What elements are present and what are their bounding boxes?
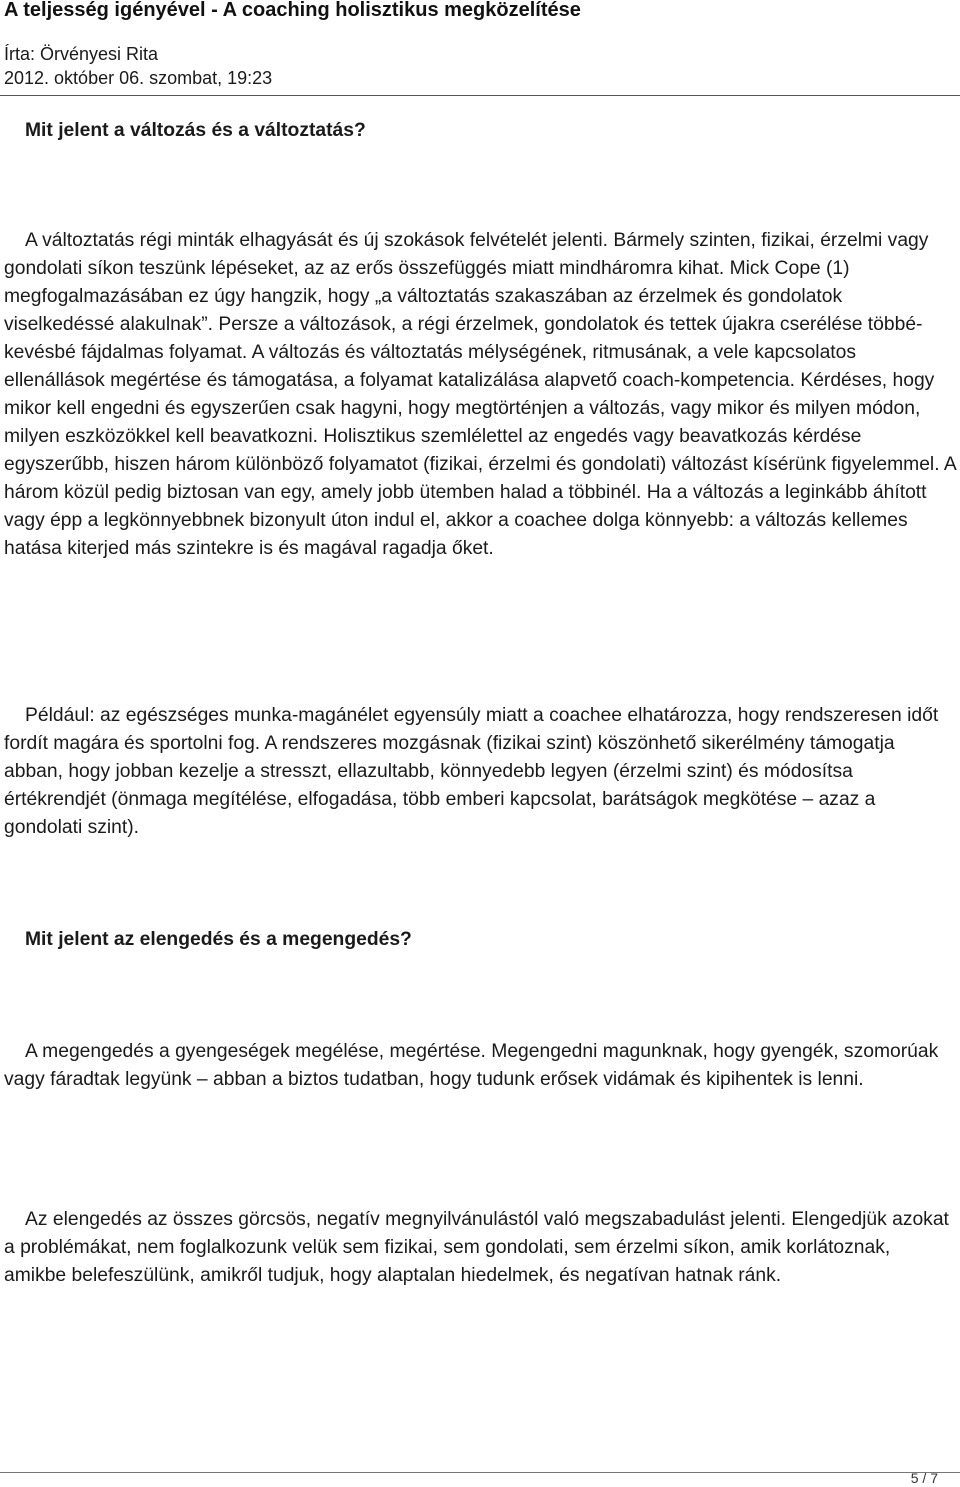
paragraph-example: Például: az egészséges munka-magánélet egyensúly miatt a coachee elhatározza, hogy rendszeresen időt fordít magára és sportolni fog. A rendszeres mozgásnak (fizikai szint) köszönhető sikerélmény támogatja abban, hogy jobban kezelje a stresszt, ellazultabb, könnyedebb legyen (érzelmi szint) és módosítsa értékrendjét (önmaga megítélése, elfogadása, több emberi kapcsolat, barátságok megkötése – azaz a gondolati szint). (4, 705, 939, 838)
paragraph-change-definition: A változtatás régi minták elhagyását és új szokások felvételét jelenti. Bármely szinten, fizikai, érzelmi vagy gondolati síkon teszünk lépéseket, az az erős összefüggés miatt mindháromra kihat. Mick Cope (1) megfogalmazásában ez úgy hangzik, hogy „a változtatás szakaszában az érzelmek és gondolatok viselkedéssé alakulnak”. Persze a változások, a régi érzelmek, gondolatok és tettek újakra cserélése többé-kevésbé fájdalmas folyamat. A változás és változtatás mélységének, ritmusának, a vele kapcsolatos ellenállások megértése és támogatása, a folyamat katalizálása alapvető coach-kompetencia. Kérdéses, hogy mikor kell engedni és egyszerűen csak hagyni, hogy megtörténjen a változás, vagy mikor és milyen módon, milyen eszközökkel kell beavatkozni. Holisztikus szemlélettel az engedés vagy beavatkozás kérdése egyszerűbb, hiszen három különböző folyamatot (fizikai, érzelmi és gondolati) változást kísérünk figyelemmel. A három közül pedig biztosan van egy, amely jobb ütemben halad a többinél. Ha a változás a leginkább áhított vagy épp a legkönnyebbnek bizonyult úton indul el, akkor a coachee dolga könnyebb: a változás kellemes hatása kiterjed más szintekre is és magával ragadja őket. (4, 230, 956, 559)
section-heading-change: Mit jelent a változás és a változtatás? (25, 120, 366, 141)
paragraph-letting-go: Az elengedés az összes görcsös, negatív megnyilvánulástól való megszabadulást jelenti. Elengedjük azokat a problémákat, nem foglalkozunk velük sem fizikai, sem gondolati, sem érzelmi síkon, amik korlátoznak, amikbe belefeszülünk, amikről tudjuk, hogy alaptalan hiedelmek, és negatívan hatnak ránk. (4, 1209, 949, 1286)
header-divider (0, 95, 960, 96)
document-title: A teljesség igényével - A coaching holisztikus megközelítése (4, 0, 581, 21)
publish-date: 2012. október 06. szombat, 19:23 (4, 68, 273, 88)
author-line: Írta: Örvényesi Rita (4, 44, 159, 64)
paragraph-permission: A megengedés a gyengeségek megélése, megértése. Megengedni magunknak, hogy gyengék, szomorúak vagy fáradtak legyünk – abban a biztos tudatban, hogy tudunk erősek vidámak és kipihentek is lenni. (4, 1041, 939, 1090)
page-number: 5 / 7 (910, 1470, 938, 1486)
section-heading-letting-go: Mit jelent az elengedés és a megengedés? (25, 929, 412, 950)
footer-divider (0, 1472, 960, 1473)
